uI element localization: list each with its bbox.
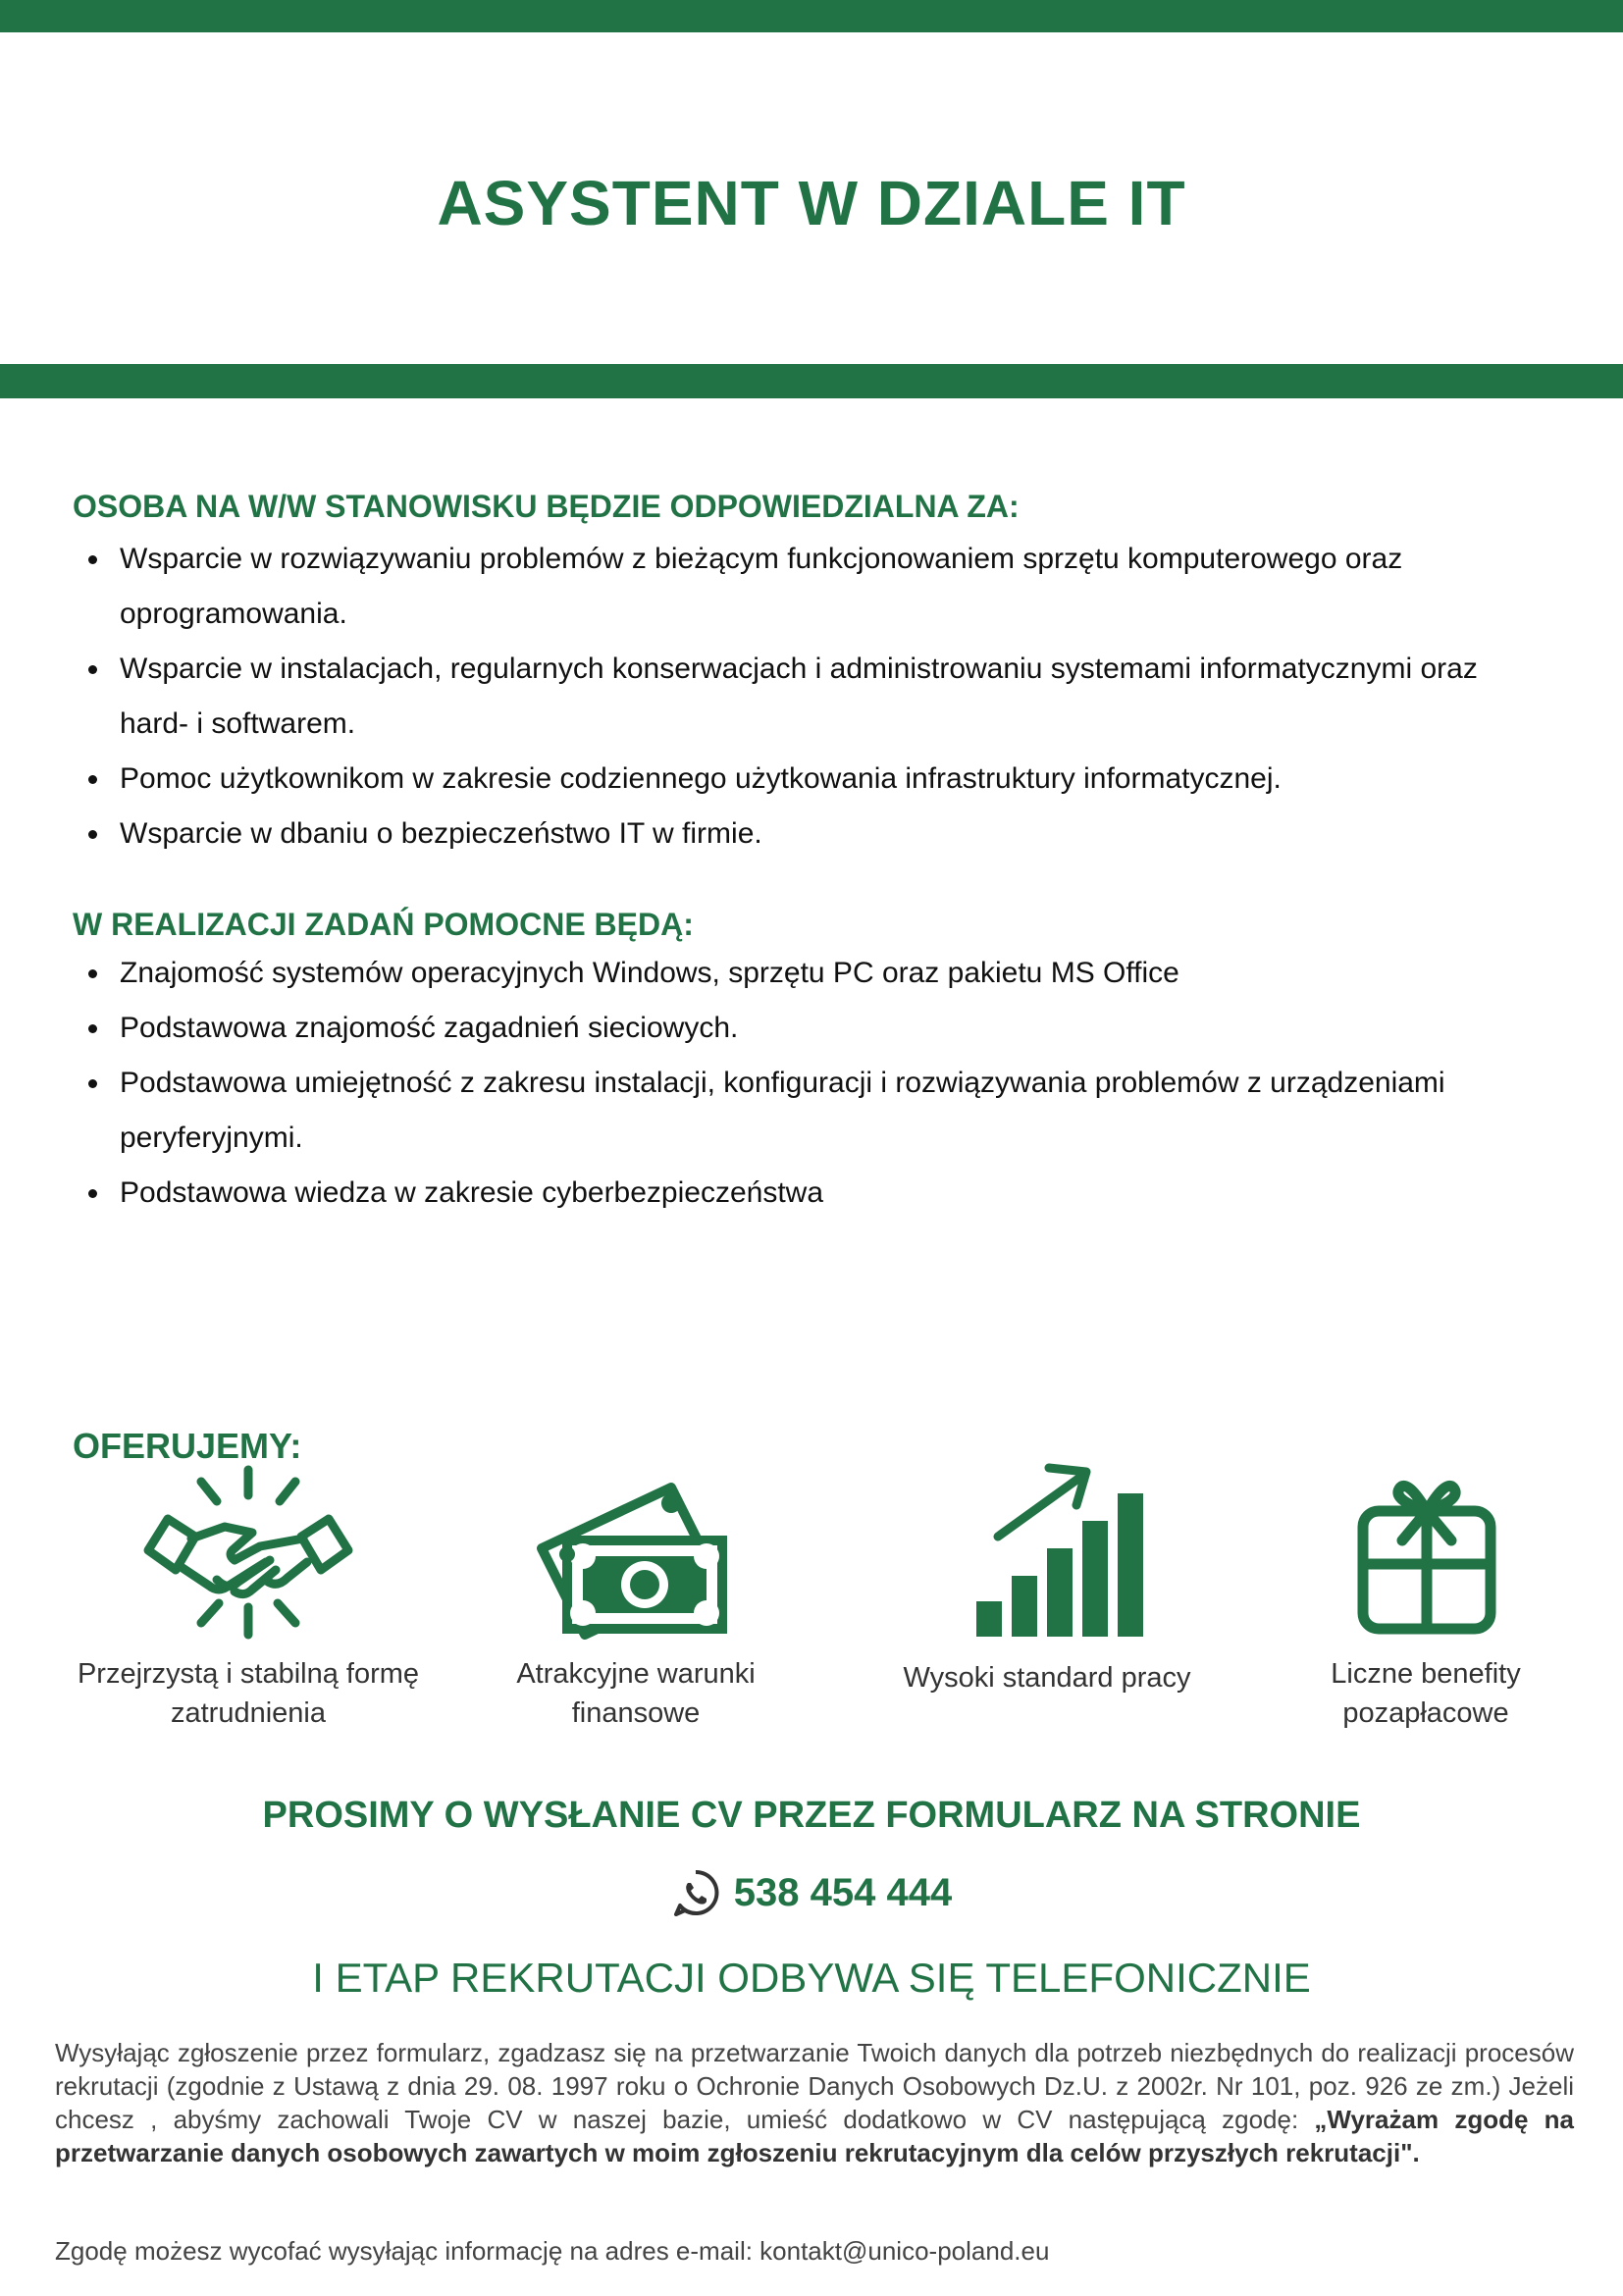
gift-icon	[1318, 1460, 1534, 1646]
cv-request-heading: PROSIMY O WYSŁANIE CV PRZEZ FORMULARZ NA STRONIE	[262, 1795, 1361, 1836]
growth-chart-icon	[939, 1454, 1155, 1650]
page-title: ASYSTENT W DZIALE IT	[437, 168, 1186, 238]
consent-text: Wysyłając zgłoszenie przez formularz, zgadzasz się na przetwarzanie Twoich danych dla potrzeb niezbędnych do realizacji procesów rekrutacji (zgodnie z Ustawą z dnia 29. 08. 1997 roku o Ochronie Danych Osobowych Dz.U. z 2002r. Nr 101, poz. 926 ze zm.) Jeżeli chcesz , abyśmy zachowali Twoje CV w naszej bazie, umieść dodatkowo w CV następującą zgodę: „Wyrażam zgodę na przetwarzanie danych osobowych zawartych w moim zgłoszeniu rekrutacyjnym dla celów przyszłych rekrutacji".	[55, 2038, 1574, 2167]
top-green-bar	[0, 0, 1623, 32]
list-item: Wsparcie w rozwiązywaniu problemów z bieżącym funkcjonowaniem sprzętu komputerowego oraz oprogramowania.	[73, 532, 1544, 642]
responsibilities-list	[73, 532, 1544, 861]
requirements-list	[73, 946, 1544, 1221]
money-icon	[528, 1460, 744, 1646]
recruitment-stage-heading: I ETAP REKRUTACJI ODBYWA SIĘ TELEFONICZNIE	[312, 1955, 1311, 2001]
header-green-bar	[0, 364, 1623, 398]
whatsapp-icon	[671, 1868, 720, 1917]
handshake-icon	[140, 1460, 356, 1646]
offer-item-benefits	[1230, 1460, 1622, 1733]
withdraw-consent-text: Zgodę możesz wycofać wysyłając informację na adres e-mail: kontakt@unico-poland.eu	[55, 2236, 1050, 2266]
offer-label: Liczne benefity pozapłacowe	[1331, 1658, 1521, 1729]
list-item: Wsparcie w dbaniu o bezpieczeństwo IT w firmie.	[73, 807, 1544, 861]
list-item: Pomoc użytkownikom w zakresie codziennego użytkowania infrastruktury informatycznej.	[73, 752, 1544, 807]
offer-heading: OFERUJEMY:	[73, 1426, 302, 1466]
offer-item-standard	[851, 1454, 1243, 1697]
offer-label: Wysoki standard pracy	[903, 1662, 1191, 1694]
consent-quote: „Wyrażam zgodę na przetwarzanie danych osobowych zawartych w moim zgłoszeniu rekrutacyjnym dla celów przyszłych rekrutacji".	[55, 2105, 1574, 2167]
offer-item-employment	[52, 1460, 445, 1733]
list-item: Podstawowa wiedza w zakresie cyberbezpieczeństwa	[73, 1166, 1544, 1221]
offer-label: Przejrzystą i stabilną formę zatrudnienia	[77, 1658, 420, 1729]
list-item: Podstawowa umiejętność z zakresu instalacji, konfiguracji i rozwiązywania problemów z urządzeniami peryferyjnymi.	[73, 1056, 1544, 1166]
list-item: Podstawowa znajomość zagadnień sieciowych.	[73, 1001, 1544, 1056]
requirements-heading: W REALIZACJI ZADAŃ POMOCNE BĘDĄ:	[73, 907, 694, 942]
responsibilities-heading: OSOBA NA W/W STANOWISKU BĘDZIE ODPOWIEDZIALNA ZA:	[73, 489, 1020, 524]
offer-item-finance	[440, 1460, 832, 1733]
offer-label: Atrakcyjne warunki finansowe	[516, 1658, 756, 1729]
list-item: Wsparcie w instalacjach, regularnych konserwacjach i administrowaniu systemami informatycznymi oraz hard- i softwarem.	[73, 642, 1544, 752]
list-item: Znajomość systemów operacyjnych Windows, sprzętu PC oraz pakietu MS Office	[73, 946, 1544, 1001]
phone-number[interactable]: 538 454 444	[733, 1870, 953, 1914]
phone-contact[interactable]	[0, 1868, 1623, 1917]
